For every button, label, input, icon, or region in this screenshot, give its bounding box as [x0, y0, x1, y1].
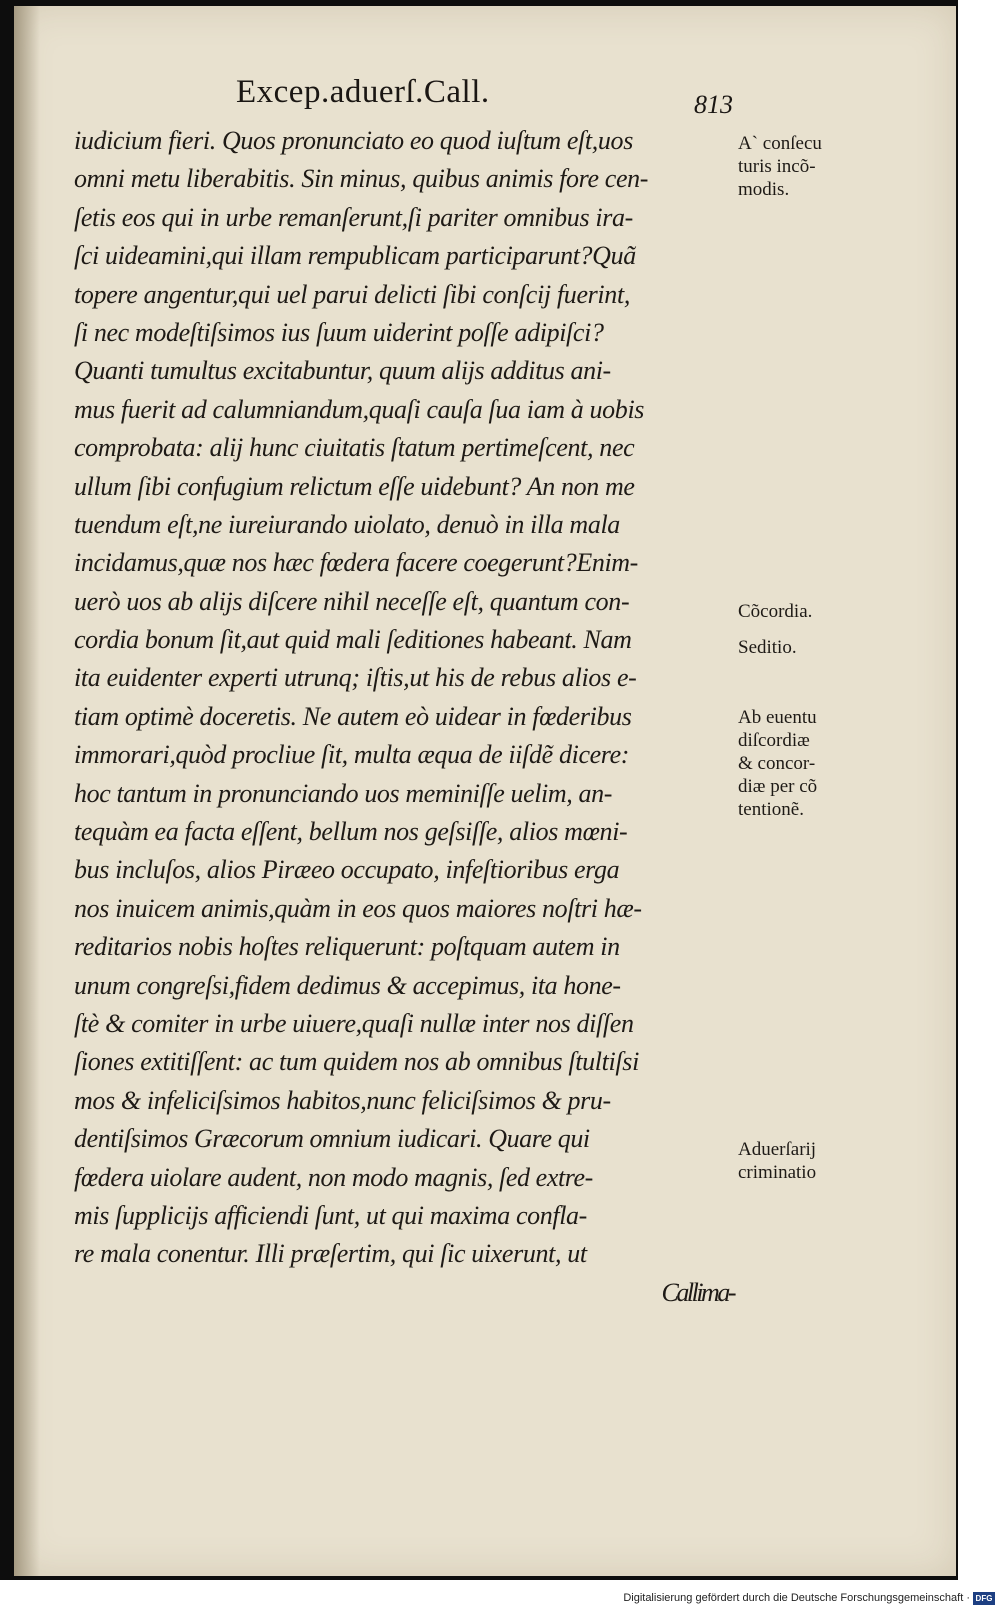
margin-note-line: A` conſecu — [738, 133, 822, 154]
text-line: mis ſupplicijs afficiendi ſunt, ut qui maxima confla- — [74, 1200, 587, 1230]
text-line: ita euidenter experti utrunq; iſtis,ut his de rebus alios e- — [74, 663, 637, 693]
margin-note — [738, 600, 878, 623]
text-line: reditarios nobis hoſtes reliquerunt: poſtquam autem in — [74, 932, 620, 962]
main-text — [74, 122, 734, 1312]
text-line: nos inuicem animis,quàm in eos quos maiores noſtri hæ- — [74, 893, 642, 923]
page-number: 813 — [694, 90, 733, 119]
margin-note — [738, 132, 878, 201]
margin-note-line: tentionẽ. — [738, 799, 804, 820]
text-line: bus incluſos, alios Piræeo occupato, infeſtioribus erga — [74, 855, 620, 885]
text-line: comprobata: alij hunc ciuitatis ſtatum pertimeſcent, nec — [74, 433, 635, 463]
text-line: mos & infeliciſsimos habitos,nunc feliciſsimos & pru- — [74, 1085, 611, 1115]
text-line: dentiſsimos Græcorum omnium iudicari. Quare qui — [74, 1124, 590, 1154]
book-page — [14, 6, 956, 1576]
margin-note-line: criminatio — [738, 1162, 817, 1183]
text-line: ſetis eos qui in urbe remanſerunt,ſi pariter omnibus ira- — [74, 202, 633, 232]
running-head: Excep.aduerſ.Call. — [236, 74, 490, 110]
margin-note — [738, 1138, 878, 1184]
text-line: ſiones extitiſſent: ac tum quidem nos ab omnibus ſtultiſsi — [74, 1047, 639, 1077]
margin-note-line: Aduerſarij — [738, 1139, 817, 1160]
margin-note-line: Seditio. — [738, 637, 797, 658]
text-line: fœdera uiolare audent, non modo magnis, ſed extre- — [74, 1162, 593, 1192]
text-line: incidamus,quæ nos hæc fœdera facere coegerunt?Enim- — [74, 548, 638, 578]
text-line: ſci uideamini,qui illam rempublicam participarunt?Quã — [74, 241, 636, 271]
text-line: tuendum eſt,ne iureiurando uiolato, denuò in illa mala — [74, 509, 620, 539]
catchword: Callima- — [661, 1277, 734, 1307]
text-line: ſtè & comiter in urbe uiuere,quaſi nullæ inter nos diſſen — [74, 1008, 634, 1038]
text-line: uerò uos ab alijs diſcere nihil neceſſe eſt, quantum con- — [74, 586, 630, 616]
text-line: mus fuerit ad calumniandum,quaſi cauſa ſua iam à uobis — [74, 394, 645, 424]
text-line: hoc tantum in pronunciando uos meminiſſe uelim, an- — [74, 778, 612, 808]
margin-note-line: & concor- — [738, 753, 816, 774]
text-line: immorari,quòd procliue ſit, multa æqua de iiſdẽ dicere: — [74, 740, 630, 770]
text-line: omni metu liberabitis. Sin minus, quibus animis fore cen- — [74, 164, 649, 194]
margin-note-line: Cõcordia. — [738, 601, 813, 622]
text-line: ſi nec modeſtiſsimos ius ſuum uiderint poſſe adipiſci? — [74, 317, 604, 347]
text-line: Quanti tumultus excitabuntur, quum alijs additus ani- — [74, 356, 611, 386]
margin-note — [738, 636, 878, 659]
text-line: topere angentur,qui uel parui delicti ſibi conſcij fuerint, — [74, 279, 631, 309]
funding-credit: Digitalisierung gefördert durch die Deutsche Forschungsgemeinschaft · — [623, 1592, 970, 1604]
text-line: cordia bonum ſit,aut quid mali ſeditiones habeant. Nam — [74, 625, 632, 655]
text-line: iudicium fieri. Quos pronunciato eo quod iuſtum eſt,uos — [74, 126, 633, 155]
text-line: tiam optimè doceretis. Ne autem eò uidear in fœderibus — [74, 701, 632, 731]
text-line: tequàm ea facta eſſent, bellum nos geſsiſſe, alios mœni- — [74, 817, 628, 847]
margin-note-line: turis incõ- — [738, 156, 816, 177]
margin-note-line: diæ per cõ — [738, 776, 818, 797]
dfg-logo-icon: DFG — [973, 1592, 995, 1605]
text-line: re mala conentur. Illi præſertim, qui ſic uixerunt, ut — [74, 1239, 587, 1269]
margin-note — [738, 706, 878, 821]
text-line: unum congreſsi,fidem dedimus & accepimus, ita hone- — [74, 970, 621, 1000]
text-line: ullum ſibi confugium relictum eſſe uidebunt? An non me — [74, 471, 635, 501]
margin-note-line: modis. — [738, 179, 790, 200]
margin-note-line: diſcordiæ — [738, 730, 810, 751]
margin-note-line: Ab euentu — [738, 707, 817, 728]
